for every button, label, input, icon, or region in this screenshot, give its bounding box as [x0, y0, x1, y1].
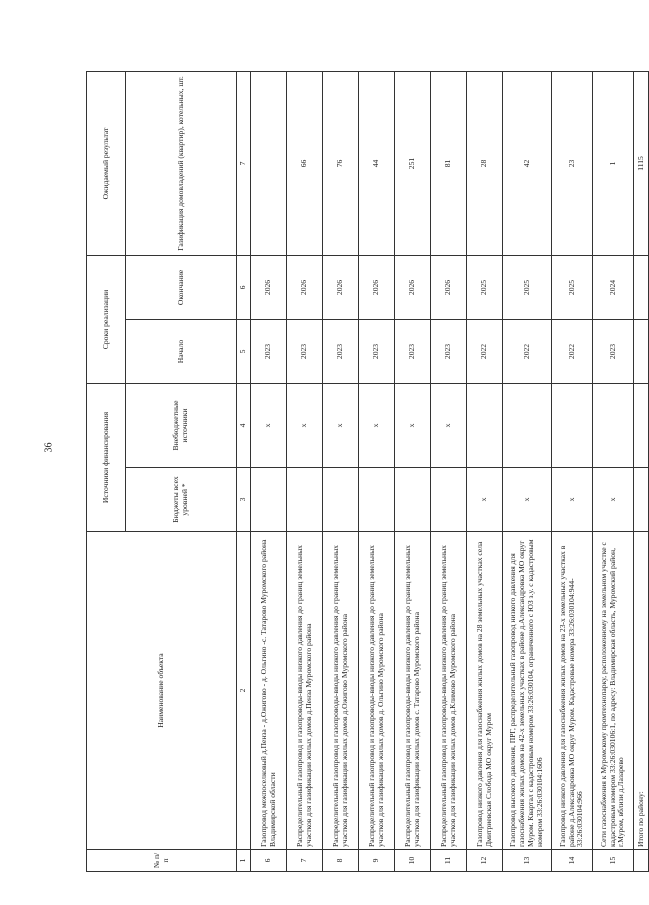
funding-budget-cell: х	[503, 468, 552, 532]
column-index-row	[237, 71, 251, 871]
header-funding-group: Источники финансирования	[87, 383, 126, 531]
total-label: Итого по району:	[634, 532, 649, 850]
start-year: 2023	[593, 319, 634, 383]
header-num: № п/п	[87, 850, 237, 872]
end-year: 2025	[503, 255, 552, 319]
start-year: 2023	[431, 319, 467, 383]
gasification-objects-table	[86, 71, 649, 872]
header-terms-end: Окончание	[126, 255, 237, 319]
end-year: 2026	[359, 255, 395, 319]
funding-budget-cell	[359, 468, 395, 532]
start-year: 2022	[552, 319, 593, 383]
header-funding-budget: Бюджеты всех уровней *	[126, 468, 237, 532]
funding-extra-cell: х	[251, 383, 287, 467]
column-index-cell: 7	[237, 71, 251, 255]
column-index-cell: 3	[237, 468, 251, 532]
object-name: Распределительный газопровод и газопроводы-вводы низкого давления до границ земельных участков для газификации жилых домов д.Климово Муромского района	[431, 532, 467, 850]
object-name: Газопровод высокого давления, ПРГ, распределительный газопровод низкого давления для газоснабжения жилых домов на 42-х земельных участках в районе д.Александровка МО округ Муром. Квартал с кадастровым номером 33:26:030104, ограниченного с ЮЗ з.у. с кадастровым номером 33:26:030104:1606	[503, 532, 552, 850]
funding-extra-cell	[552, 383, 593, 467]
funding-budget-cell: х	[552, 468, 593, 532]
funding-budget-cell: х	[593, 468, 634, 532]
page-number: 36	[43, 442, 55, 453]
funding-extra-cell: х	[359, 383, 395, 467]
row-number: 11	[431, 850, 467, 872]
column-index-cell: 2	[237, 532, 251, 850]
funding-extra-cell: х	[431, 383, 467, 467]
object-name: Распределительный газопровод и газопроводы-вводы низкого давления до границ земельных участков для газификации жилых домов д.Пенза Муромского района	[287, 532, 323, 850]
start-year: 2023	[395, 319, 431, 383]
header-result-sub: Газификация домовладений (квартир), котельных, шт.	[126, 71, 237, 255]
table-row	[251, 71, 287, 871]
object-name: Газопровод межпоселковый д.Пенза - д.Ожигово - д. Ольгино -с. Татарово Муромского района Владимирской области	[251, 532, 287, 850]
table-row	[503, 71, 552, 871]
funding-budget-cell	[251, 468, 287, 532]
end-year: 2026	[323, 255, 359, 319]
object-name: Распределительный газопровод и газопроводы-вводы низкого давления до границ земельных участков для газификации жилых домов д.Ожигово Муромского района	[323, 532, 359, 850]
table-row	[323, 71, 359, 871]
column-index-cell: 1	[237, 850, 251, 872]
start-year: 2023	[251, 319, 287, 383]
total-row	[634, 71, 649, 871]
start-year: 2023	[359, 319, 395, 383]
result-count: 76	[323, 71, 359, 255]
row-number: 15	[593, 850, 634, 872]
column-index-cell: 6	[237, 255, 251, 319]
end-year: 2026	[431, 255, 467, 319]
funding-extra-cell: х	[395, 383, 431, 467]
funding-budget-cell	[431, 468, 467, 532]
result-count: 81	[431, 71, 467, 255]
total-value: 1115	[634, 71, 649, 255]
funding-budget-cell	[287, 468, 323, 532]
row-number: 7	[287, 850, 323, 872]
table-row	[359, 71, 395, 871]
result-count	[251, 71, 287, 255]
object-name: Газопровод низкого давления для газоснабжения жилых домов на 28 земельных участках села Дмитриевская Слобода МО округ Муром	[467, 532, 503, 850]
header-result-group: Ожидаемый результат	[87, 71, 126, 255]
row-number: 12	[467, 850, 503, 872]
end-year: 2025	[467, 255, 503, 319]
table-row	[287, 71, 323, 871]
table-row	[593, 71, 634, 871]
funding-extra-cell	[503, 383, 552, 467]
funding-budget-cell	[323, 468, 359, 532]
column-index-cell: 4	[237, 383, 251, 467]
funding-budget-cell: х	[467, 468, 503, 532]
row-number: 8	[323, 850, 359, 872]
funding-extra-cell	[593, 383, 634, 467]
table-row	[552, 71, 593, 871]
object-name: Сети газоснабжения к Муромскому промтехнопарку, расположенному на земельном участке с кадастровым номером 33:26:030106:1, по адресу: Владимирская область, Муромский район, г.Муром, вблизи д.Лазарево	[593, 532, 634, 850]
table-row	[467, 71, 503, 871]
start-year: 2023	[287, 319, 323, 383]
object-name: Распределительный газопровод и газопроводы-вводы низкого давления до границ земельных участков для газификации жилых домов д. Ольгино Муромского района	[359, 532, 395, 850]
table-row	[431, 71, 467, 871]
funding-extra-cell: х	[287, 383, 323, 467]
result-count: 23	[552, 71, 593, 255]
result-count: 44	[359, 71, 395, 255]
header-funding-extra: Внебюджетные источники	[126, 383, 237, 467]
end-year: 2026	[287, 255, 323, 319]
rotated-table-block	[86, 72, 645, 872]
row-number: 14	[552, 850, 593, 872]
end-year: 2026	[251, 255, 287, 319]
end-year: 2025	[552, 255, 593, 319]
start-year: 2022	[503, 319, 552, 383]
funding-extra-cell	[467, 383, 503, 467]
header-terms-group: Сроки реализации	[87, 255, 126, 383]
row-number: 9	[359, 850, 395, 872]
funding-budget-cell	[395, 468, 431, 532]
row-number: 13	[503, 850, 552, 872]
row-number: 10	[395, 850, 431, 872]
funding-extra-cell: х	[323, 383, 359, 467]
header-terms-start: Начало	[126, 319, 237, 383]
start-year: 2023	[323, 319, 359, 383]
table-row	[395, 71, 431, 871]
object-name: Газопровод низкого давления для газоснабжения жилых домов на 23-х земельных участках в районе д.Александровка МО округ Муром. Кадастровые номера 33:26:030104:944-33:26:030104:966	[552, 532, 593, 850]
result-count: 66	[287, 71, 323, 255]
result-count: 1	[593, 71, 634, 255]
row-number: 6	[251, 850, 287, 872]
result-count: 42	[503, 71, 552, 255]
start-year: 2022	[467, 319, 503, 383]
column-index-cell: 5	[237, 319, 251, 383]
end-year: 2024	[593, 255, 634, 319]
header-name: Наименование объекта	[87, 532, 237, 850]
object-name: Распределительный газопровод и газопроводы-вводы низкого давления до границ земельных участков для газификации жилых домов с. Татарово Муромского района	[395, 532, 431, 850]
end-year: 2026	[395, 255, 431, 319]
result-count: 251	[395, 71, 431, 255]
result-count: 28	[467, 71, 503, 255]
